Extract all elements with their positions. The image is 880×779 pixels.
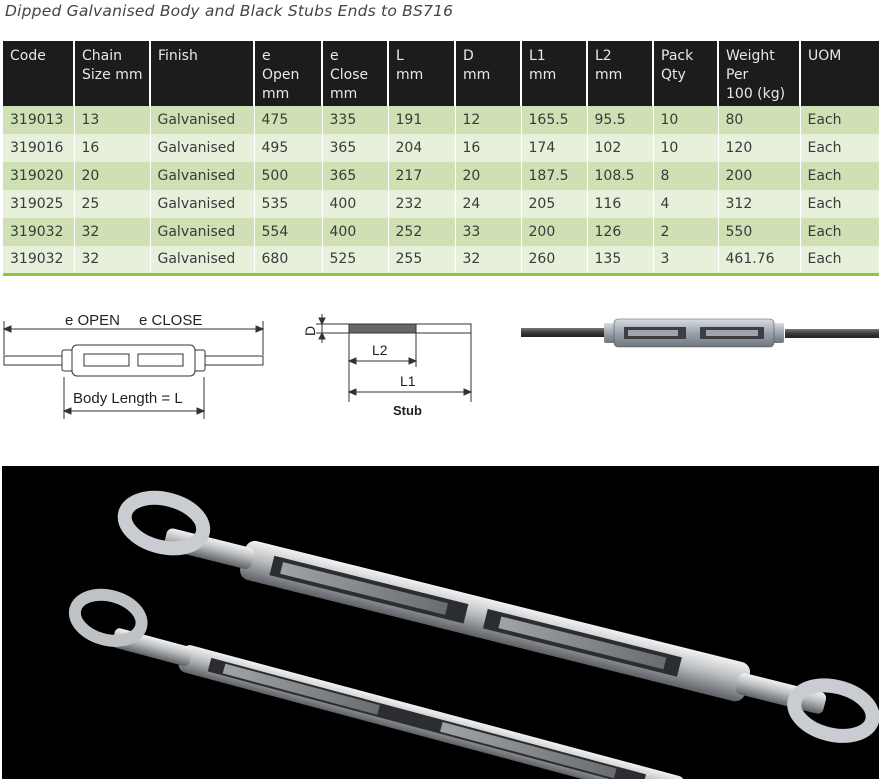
cell-e-open: 554 [254,218,322,246]
cell-weight: 120 [718,134,800,162]
cell-code: 319016 [3,134,74,162]
cell-uom: Each [800,218,879,246]
col-header-chain-size: Chain Size mm [74,41,150,106]
cell-chain-size: 32 [74,246,150,274]
cell-pack-qty: 2 [653,218,718,246]
cell-chain-size: 32 [74,218,150,246]
cell-l: 204 [388,134,455,162]
cell-finish: Galvanised [150,162,254,190]
turnbuckle-product-svg [520,315,880,360]
cell-weight: 461.76 [718,246,800,274]
cell-pack-qty: 4 [653,190,718,218]
cell-uom: Each [800,134,879,162]
cell-e-close: 400 [322,218,388,246]
l1-label: L1 [400,373,416,389]
cell-chain-size: 20 [74,162,150,190]
cell-e-close: 525 [322,246,388,274]
cell-chain-size: 16 [74,134,150,162]
cell-l2: 108.5 [587,162,653,190]
col-header-d: D mm [455,41,521,106]
cell-pack-qty: 10 [653,106,718,134]
col-header-e-open: e Open mm [254,41,322,106]
cell-l2: 135 [587,246,653,274]
subtitle: Dipped Galvanised Body and Black Stubs Ends to BS716 [5,2,454,20]
cell-chain-size: 25 [74,190,150,218]
cell-finish: Galvanised [150,218,254,246]
cell-l: 252 [388,218,455,246]
table-row [3,190,879,218]
cell-weight: 200 [718,162,800,190]
cell-d: 20 [455,162,521,190]
l2-label: L2 [372,342,388,358]
stub-dimension-diagram [300,312,480,422]
spec-table [3,41,879,276]
cell-code: 319020 [3,162,74,190]
cell-l1: 205 [521,190,587,218]
cell-l1: 200 [521,218,587,246]
cell-uom: Each [800,106,879,134]
cell-uom: Each [800,162,879,190]
cell-weight: 550 [718,218,800,246]
col-header-l: L mm [388,41,455,106]
cell-code: 319025 [3,190,74,218]
cell-d: 12 [455,106,521,134]
cell-uom: Each [800,190,879,218]
table-row [3,218,879,246]
table-row [3,134,879,162]
cell-chain-size: 13 [74,106,150,134]
col-header-finish: Finish [150,41,254,106]
cell-l2: 126 [587,218,653,246]
cell-d: 16 [455,134,521,162]
cell-weight: 80 [718,106,800,134]
cell-l2: 95.5 [587,106,653,134]
cell-pack-qty: 8 [653,162,718,190]
table-header-row [3,41,879,106]
col-header-l1: L1 mm [521,41,587,106]
table-row [3,162,879,190]
cell-l: 232 [388,190,455,218]
cell-e-open: 680 [254,246,322,274]
col-header-e-close: e Close mm [322,41,388,106]
cell-code: 319013 [3,106,74,134]
cell-finish: Galvanised [150,134,254,162]
cell-e-open: 475 [254,106,322,134]
cell-l1: 165.5 [521,106,587,134]
cell-l: 217 [388,162,455,190]
cell-e-open: 500 [254,162,322,190]
cell-e-open: 535 [254,190,322,218]
cell-finish: Galvanised [150,190,254,218]
cell-d: 33 [455,218,521,246]
cell-weight: 312 [718,190,800,218]
cell-finish: Galvanised [150,246,254,274]
cell-l1: 187.5 [521,162,587,190]
cell-d: 24 [455,190,521,218]
col-header-code: Code [3,41,74,106]
product-photo [2,466,879,779]
turnbuckle-photo-svg [2,466,879,779]
col-header-weight: Weight Per 100 (kg) [718,41,800,106]
stub-diagram-svg [300,312,480,422]
table-row [3,106,879,134]
cell-pack-qty: 10 [653,134,718,162]
d-label: D [302,325,318,336]
cell-e-close: 400 [322,190,388,218]
cell-l: 191 [388,106,455,134]
cell-l2: 102 [587,134,653,162]
cell-uom: Each [800,246,879,274]
table-row [3,246,879,274]
cell-e-close: 335 [322,106,388,134]
cell-d: 32 [455,246,521,274]
turnbuckle-product-image [520,315,880,360]
col-header-l2: L2 mm [587,41,653,106]
cell-l: 255 [388,246,455,274]
cell-e-close: 365 [322,162,388,190]
cell-pack-qty: 3 [653,246,718,274]
cell-l1: 174 [521,134,587,162]
cell-l1: 260 [521,246,587,274]
col-header-pack-qty: Pack Qty [653,41,718,106]
cell-code: 319032 [3,218,74,246]
body-length-label: Body Length = L [73,390,183,407]
cell-finish: Galvanised [150,106,254,134]
e-open-label: e OPEN [65,312,121,329]
cell-e-close: 365 [322,134,388,162]
cell-code: 319032 [3,246,74,274]
cell-e-open: 495 [254,134,322,162]
e-close-label: e CLOSE [139,312,203,329]
stub-caption: Stub [393,403,422,418]
turnbuckle-diagram-svg [0,305,275,430]
cell-l2: 116 [587,190,653,218]
col-header-uom: UOM [800,41,879,106]
turnbuckle-dimension-diagram [0,305,275,430]
